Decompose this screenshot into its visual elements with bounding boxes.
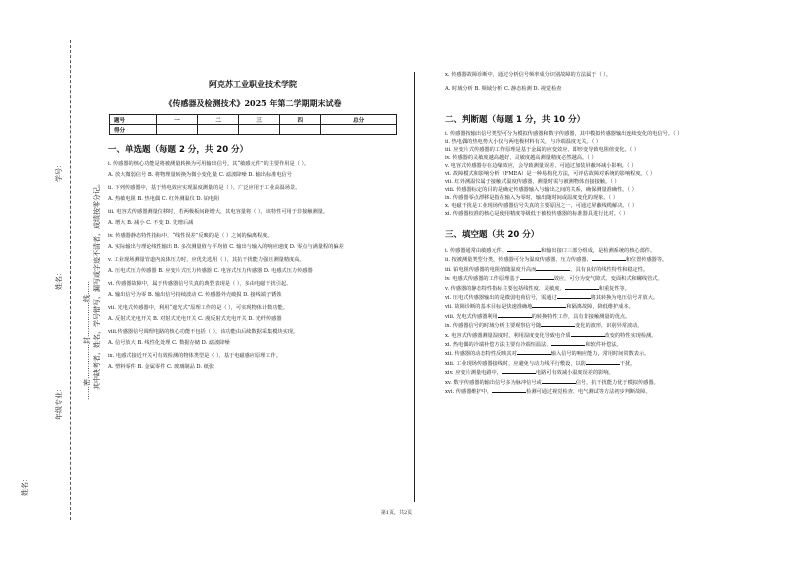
fill-blank[interactable] [541, 321, 575, 327]
fill-item-text: vii. 故障诊断的基本目标是快速准确地 [445, 304, 533, 311]
fill-item-text: 和软件补偿法。 [585, 342, 622, 349]
fill-item-text: xvi. 传感器维护中， [445, 389, 493, 396]
fill-blank[interactable] [557, 293, 591, 299]
section3-title: 三、填空题（共 20 分） [445, 230, 540, 240]
question-options: A. 放大微弱信号 B. 将物理量转换为微小变化量 C. 滤波降噪 D. 输出标准电信号 [108, 172, 292, 178]
fill-item-text: v. 传感器的静态特性指标主要包括线性度、灵敏度、 [445, 285, 565, 292]
score-table [109, 114, 397, 135]
section1-title: 一、单选题（每题 2 分，共 20 分） [108, 145, 249, 155]
section1-questions [108, 161, 398, 371]
question-options: A. 信号放大 B. 线性化处理 C. 数据存储 D. 滤波降噪 [108, 340, 230, 346]
fill-item-text: ii. 按被测量类型分类，传感器可分为温度传感器、压力传感器、 [445, 257, 592, 264]
fill-item-text: viii. 光电式传感器利用 [445, 313, 498, 320]
fill-item [445, 255, 745, 264]
question-text: viii.传感器信号调理电路的核心功能不包括（ ），该功能由后续数据采集模块实现。 [108, 329, 299, 335]
fill-item-text: 信号，抗干扰能力优于模拟传感器。 [575, 379, 659, 386]
score-table-score-row [110, 125, 397, 135]
fill-item [445, 340, 745, 349]
fill-item-text: 输入信号的响应能力，常用时间常数表示。 [550, 351, 650, 358]
fill-item [445, 302, 745, 311]
right-column [445, 72, 745, 397]
fill-item-text: 将其转换为电压信号并放大。 [590, 295, 659, 302]
score-cell: 题号 [110, 115, 157, 125]
fill-item-text: ，具有良好的线性特性和稳定性。 [570, 266, 649, 273]
score-cell: 四 [280, 115, 321, 125]
question-options: A. 塑料零件 B. 金属零件 C. 玻璃制品 D. 纸张 [108, 364, 215, 370]
question-options: A. 压电式压力传感器 B. 应变片式压力传感器 C. 电容式压力传感器 D. 电感式压力传感器 [108, 268, 313, 274]
judgement-item: i. 传感器按输出信号类型可分为模拟传感器和数字传感器，其中模拟传感器输出连续变化的电信号。（ ） [445, 131, 683, 137]
fill-blank[interactable] [517, 349, 551, 355]
fill-item [445, 331, 745, 340]
question-options: A. 实际输出与理论线性输出 B. 多次测量值与平均值 C. 输出与输入的响应速度 D. 零点与满量程的偏差 [108, 244, 344, 250]
column-divider [414, 72, 415, 502]
fill-blank[interactable] [592, 255, 626, 261]
question-text: ii. 下列传感器中，基于热电效应实现温度测量的是（ ），广泛应用于工业高温场景。 [108, 185, 301, 191]
fill-item-text: x. 电容式传感器测量湿度时，利用湿度变化导致电介质 [445, 332, 571, 339]
fill-blank[interactable] [492, 387, 526, 393]
fill-item-text: 变化的波形，识别异常波动。 [575, 323, 643, 330]
score-table-header-row [110, 115, 397, 125]
fill-item-text: 电路可有效减小温度误差的影响。 [535, 370, 614, 377]
question-options: A. 增大 B. 减小 C. 不变 D. 先增后减 [108, 220, 194, 226]
fill-blank[interactable] [542, 378, 576, 384]
score-input-cell[interactable] [239, 125, 280, 135]
left-column [108, 79, 398, 377]
fill-blank[interactable] [498, 312, 532, 318]
fill-item-text: 改变的特性实现检测。 [604, 332, 657, 339]
fill-item [445, 387, 745, 396]
question-text: vii. 光电式传感器中，利用“遮光式”原理工作的是（ ），可实现物体计数功能。 [108, 305, 288, 311]
question-text: iv. 传感器静态特性指标中，“线性误差”反映的是（ ）之间的偏离程度。 [108, 233, 273, 239]
question-options: A. 热敏电阻 B. 热电偶 C. 红外测温仪 D. 铂电阻 [108, 196, 220, 202]
fill-item-text: iv. 电感式传感器的工作原理基于 [445, 276, 520, 283]
question-text: v. 工业现场测量管道内流体压力时，应优先选用（ ），其抗干扰能力强且测量精度高。 [108, 257, 305, 263]
fill-item [445, 359, 745, 368]
fill-blank[interactable] [507, 246, 541, 252]
score-input-cell[interactable] [198, 125, 239, 135]
judgement-item: iii. 应变片式传感器的工作原理是基于金属的应变效应，即形变导致电阻值变化。（ ） [445, 147, 640, 153]
school-name: 阿克苏工业职业技术学院 [209, 79, 297, 89]
fill-item [445, 265, 745, 274]
score-cell: 二 [198, 115, 239, 125]
fill-item-text: 和重复性等。 [598, 285, 630, 292]
fill-item [445, 378, 745, 387]
score-input-cell[interactable] [280, 125, 321, 135]
section2-items [445, 131, 745, 218]
question-options: A. 时域分析 B. 频域分析 C. 静态检测 D. 视觉检查 [445, 86, 562, 92]
fill-item-text: 检测可通过视觉检查、电气测试等方法初步判断故障。 [526, 389, 651, 396]
fill-item-text: 和输出接口三部分组成，是检测系统的核心部件。 [541, 248, 656, 254]
fill-item-text: vi. 压电式传感器输出的是微弱电荷信号，需通过 [445, 295, 557, 302]
fill-item-text: 的转换特性工作，具有非接触测量的优点。 [531, 313, 631, 320]
signature-label: 姓名： [21, 475, 29, 496]
section2-title: 二、判断题（每题 1 分，共 10 分） [445, 115, 586, 125]
score-cell: 总分 [321, 115, 397, 125]
fill-item-text: xi. 热电偶的冷端补偿方法主要有冷端恒温法、 [445, 342, 552, 349]
judgement-item: ii. 热电偶的热电势大小仅与两电极材料有关，与冷端温度无关。（ ） [445, 139, 602, 145]
fill-item [445, 246, 745, 255]
fill-item-text: 效应，可分为变气隙式、变面积式和螺线管式。 [553, 276, 663, 283]
name-label: 姓名： [55, 269, 63, 290]
fill-blank[interactable] [502, 368, 536, 374]
score-cell: 一 [157, 115, 198, 125]
fill-item-text: xii. 传感器的动态特性反映其对 [445, 351, 517, 358]
binding-notice: 其中缺考者，姓名，学号错写，漏写或字迹不清者，成绩按零分记。 [93, 180, 101, 390]
question-options: A. 反射式光电开关 B. 对射式光电开关 C. 漫反射式光电开关 D. 光纤传感器 [108, 316, 282, 322]
score-cell: 得分 [110, 125, 157, 135]
binding-seal-line: ……密……………封……………线…… [83, 281, 91, 400]
page-footer: 第1页，共2页 [380, 510, 413, 516]
fill-item-text: i. 传感器通常由敏感元件、 [445, 248, 508, 254]
fill-item-text: 干扰。 [619, 360, 636, 367]
judgement-item: x. 电磁干扰是工业现场传感器信号失真的主要原因之一，可通过屏蔽线缆解决。（ ） [445, 203, 638, 209]
fill-blank[interactable] [536, 265, 570, 271]
judgement-item: vi. 故障模式和影响分析（FMEA）是一种易构化方法，可评估故障对系统的影响程度。（ ） [445, 171, 656, 177]
question-text: ix. 电感式接近开关可有效检测的物体类型是（ ），基于电磁感应原理工作。 [108, 353, 281, 359]
fill-item-text: ix. 传感器信号的时域分析主要观察信号随 [445, 323, 542, 330]
fill-blank[interactable] [565, 284, 599, 290]
fill-item [445, 293, 745, 302]
fill-item [445, 284, 745, 293]
fill-item [445, 368, 745, 377]
binding-dash-line [70, 40, 71, 520]
fill-item-text: 和隔离故障，降低维护成本。 [566, 304, 634, 311]
judgement-item: xi. 传感器校准的核心是使用精度等级低于被校传感器的标准器具进行比对。（ ） [445, 211, 629, 217]
fill-item-text: iii. 铂电阻传感器的电阻值随温度升高而 [445, 266, 537, 273]
exam-title: 《传感器及检测技术》2025 年第二学期期末试卷 [164, 98, 342, 108]
fill-blank[interactable] [520, 274, 554, 280]
fill-item [445, 312, 745, 321]
student-id-label: 学号： [55, 161, 63, 182]
judgement-item: iv. 传感器的灵敏度越高越好，灵敏度越高测量精度必然越高。（ ） [445, 155, 597, 161]
question-text: iii. 电容式传感器测量位移时，若两极板间距增大，其电容量将（ ），该特性可用于非接触测量。 [108, 209, 329, 215]
fill-item [445, 321, 745, 330]
fill-blank[interactable] [532, 302, 566, 308]
judgement-item: v. 电容式传感器存在边缘效应，会导致测量误差，可通过加装屏蔽环减小影响。（ ） [445, 163, 637, 169]
judgement-item: vii. 红外测温仪属于接触式温度传感器，测量时需与被测物体直接接触。（ ） [445, 179, 620, 185]
fill-item-text: xv. 数字传感器的输出信号多为脉冲信号或 [445, 379, 542, 386]
fill-item [445, 349, 745, 358]
section3-items [445, 246, 745, 397]
fill-blank[interactable] [571, 331, 605, 337]
question-text: x. 传感器故障诊断中，通过分析信号频率成分识别故障的方法属于（ ）。 [445, 72, 612, 78]
score-cell: 三 [239, 115, 280, 125]
fill-blank[interactable] [586, 359, 620, 365]
class-label: 年级专业： [55, 385, 63, 420]
judgement-item: viii. 传感器标定的目的是确定传感器输入与输出之间的关系，确保测量准确性。（ ） [445, 187, 637, 193]
fill-item-text: 和位置传感器等。 [625, 257, 668, 264]
fill-item [445, 274, 745, 283]
fill-item-text: xiv. 应变片测量电路中， [445, 370, 502, 377]
fill-blank[interactable] [551, 340, 585, 346]
question-options: A. 输出信号为零 B. 输出信号持续波动 C. 传感器外壳破损 D. 接线端子锈蚀 [108, 292, 282, 298]
fill-item-text: xiii. 工业现场传感器接线时，应避免与动力线平行敷设，以防 [445, 360, 586, 367]
score-input-cell[interactable] [321, 125, 397, 135]
question-text: i. 传感器的核心功能是将被测量转换为可用输出信号，其“敏感元件”的主要作用是（ ）。 [108, 161, 310, 167]
score-input-cell[interactable] [157, 125, 198, 135]
judgement-item: ix. 传感器零点漂移是指在输入为零时，输出随时间或温度变化的现象。（ ） [445, 195, 618, 201]
question-text: vi. 传感器故障中，属于传感器信号失真的典型表现是（ ），多由电磁干扰引起。 [108, 281, 292, 287]
